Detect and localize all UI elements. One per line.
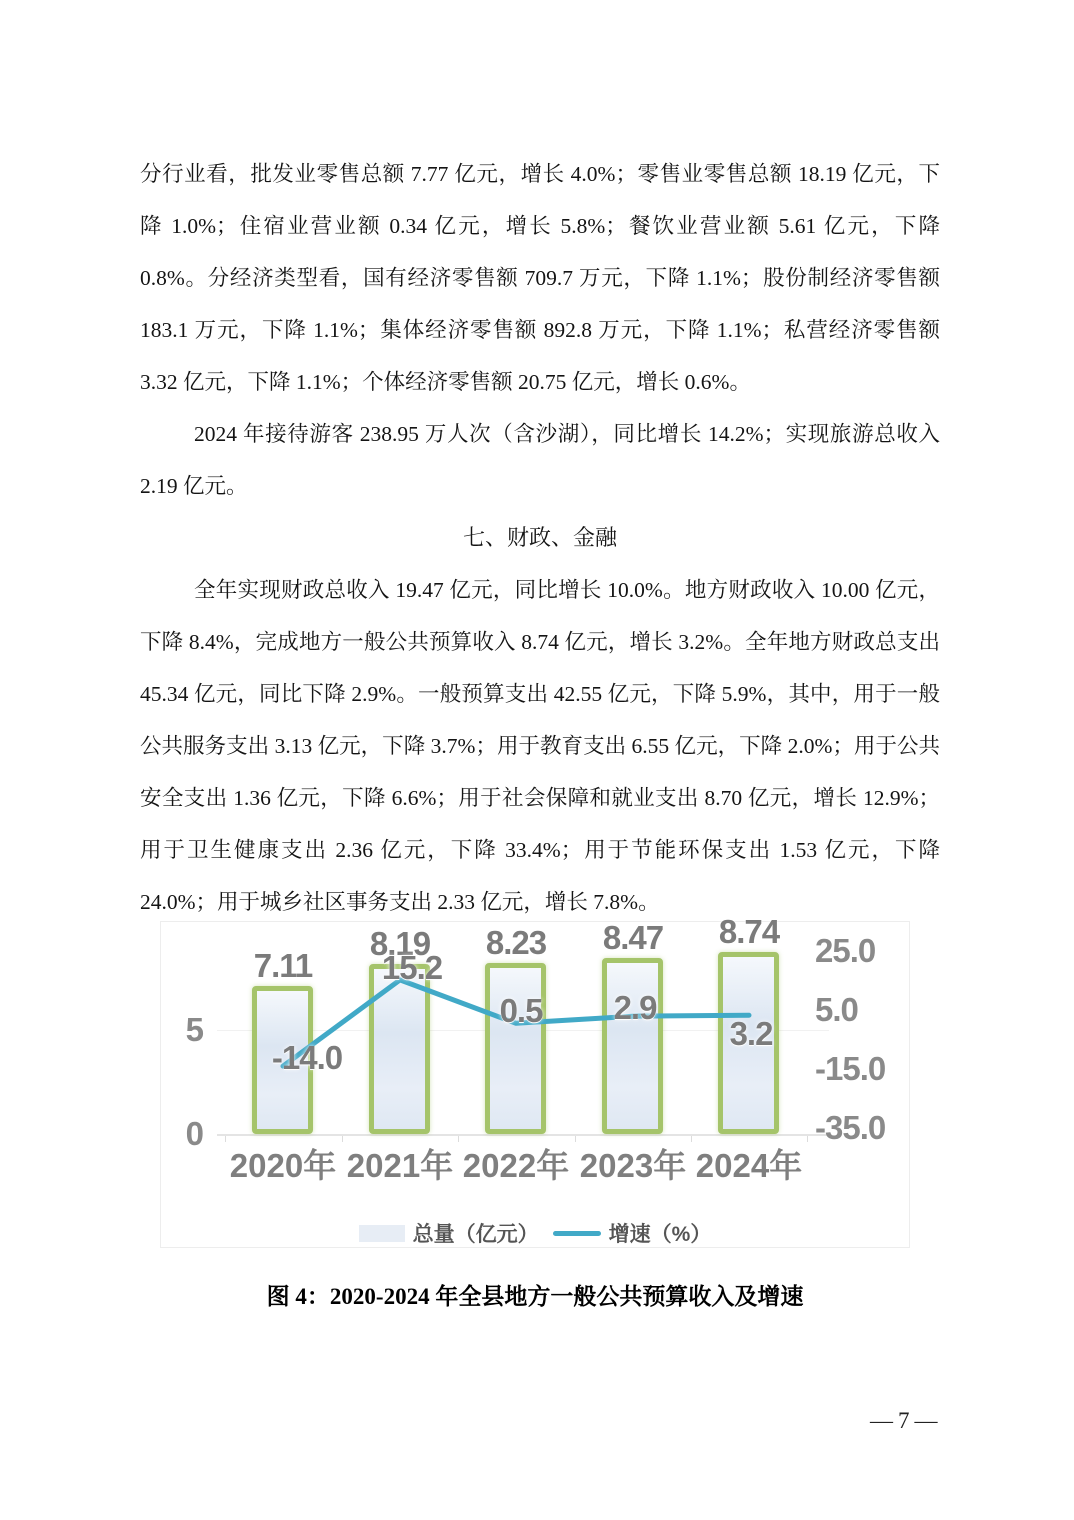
bar-2023年 [602, 958, 663, 1134]
legend-label: 总量（亿元） [412, 1223, 539, 1246]
budget-revenue-figure [160, 913, 910, 1311]
line-value-label: 3.2 [729, 1015, 773, 1052]
paragraph-tourism: 2024 年接待游客 238.95 万人次（含沙湖），同比增长 14.2%；实现旅游总收入 2.19 亿元。 [140, 422, 940, 498]
paragraph-retail-breakdown: 分行业看，批发业零售总额 7.77 亿元，增长 4.0%；零售业零售总额 18.19 亿元，下降 1.0%；住宿业营业额 0.34 亿元，增长 5.8%；餐饮业营业额 5.61 亿元，下降 0.8%。分经济类型看，国有经济零售额 709.7 万元，下降 1.1%；股份制经济零售额 183.1 万元，下降 1.1%；集体经济零售额 892.8 万元，下降 1.1%；私营经济零售额 3.32 亿元，下降 1.1%；个体经济零售额 20.75 亿元，增长 0.6%。 [140, 162, 940, 394]
section-heading-finance: 七、财政、金融 [462, 525, 617, 550]
right-axis-label: -35.0 [815, 1109, 886, 1146]
bar-2021年 [369, 964, 430, 1134]
x-axis-tick [575, 1136, 576, 1142]
x-axis-line [217, 1134, 829, 1136]
line-value-label: 2.9 [613, 989, 657, 1026]
right-axis-label: 25.0 [815, 932, 876, 969]
left-axis-label: 0 [185, 1115, 203, 1152]
left-axis-label: 5 [185, 1011, 203, 1048]
line-value-label: 0.5 [499, 992, 543, 1029]
budget-revenue-chart [160, 913, 910, 1248]
page-number: —7— [870, 1408, 943, 1433]
legend-bar-swatch [359, 1225, 405, 1242]
x-axis-tick [691, 1136, 692, 1142]
x-axis-label: 2021年 [346, 1147, 454, 1184]
line-value-label: 15.2 [381, 949, 443, 986]
x-axis-tick [225, 1136, 226, 1142]
bar-value-label: 8.47 [602, 919, 664, 956]
figure-caption: 图 4：2020-2024 年全县地方一般公共预算收入及增速 [266, 1284, 804, 1309]
bar-value-label: 7.11 [253, 947, 313, 984]
legend-item [359, 1218, 539, 1248]
chart-legend [161, 1218, 909, 1248]
line-value-label: -14.0 [271, 1039, 343, 1076]
bar-value-label: 8.74 [718, 913, 780, 950]
x-axis-label: 2022年 [462, 1147, 570, 1184]
x-axis-tick [342, 1136, 343, 1142]
paragraph-finance: 全年实现财政总收入 19.47 亿元，同比增长 10.0%。地方财政收入 10.00 亿元，下降 8.4%，完成地方一般公共预算收入 8.74 亿元，增长 3.2%。全年地方财政总支出 45.34 亿元，同比下降 2.9%。一般预算支出 42.55 亿元，下降 5.9%，其中，用于一般公共服务支出 3.13 亿元，下降 3.7%；用于教育支出 6.55 亿元，下降 2.0%；用于公共安全支出 1.36 亿元，下降 6.6%；用于社会保障和就业支出 8.70 亿元，增长 12.9%；用于卫生健康支出 2.36 亿元，下降 33.4%；用于节能环保支出 1.53 亿元，下降 24.0%；用于城乡社区事务支出 2.33 亿元，增长 7.8%。 [140, 578, 940, 914]
bar-value-label: 8.23 [485, 924, 547, 961]
x-axis-label: 2024年 [695, 1147, 803, 1184]
legend-line-swatch [553, 1231, 601, 1236]
bar-2022年 [485, 963, 546, 1134]
legend-label: 增速（%） [608, 1223, 712, 1246]
right-axis-label: -15.0 [815, 1050, 886, 1087]
right-axis-label: 5.0 [815, 991, 858, 1028]
x-axis-tick [807, 1136, 808, 1142]
bar-value-label: 8.19 [369, 925, 431, 962]
x-axis-tick [458, 1136, 459, 1142]
text-block [140, 148, 940, 928]
x-axis-label: 2020年 [229, 1147, 337, 1184]
legend-item [553, 1218, 712, 1248]
x-axis-label: 2023年 [579, 1147, 687, 1184]
